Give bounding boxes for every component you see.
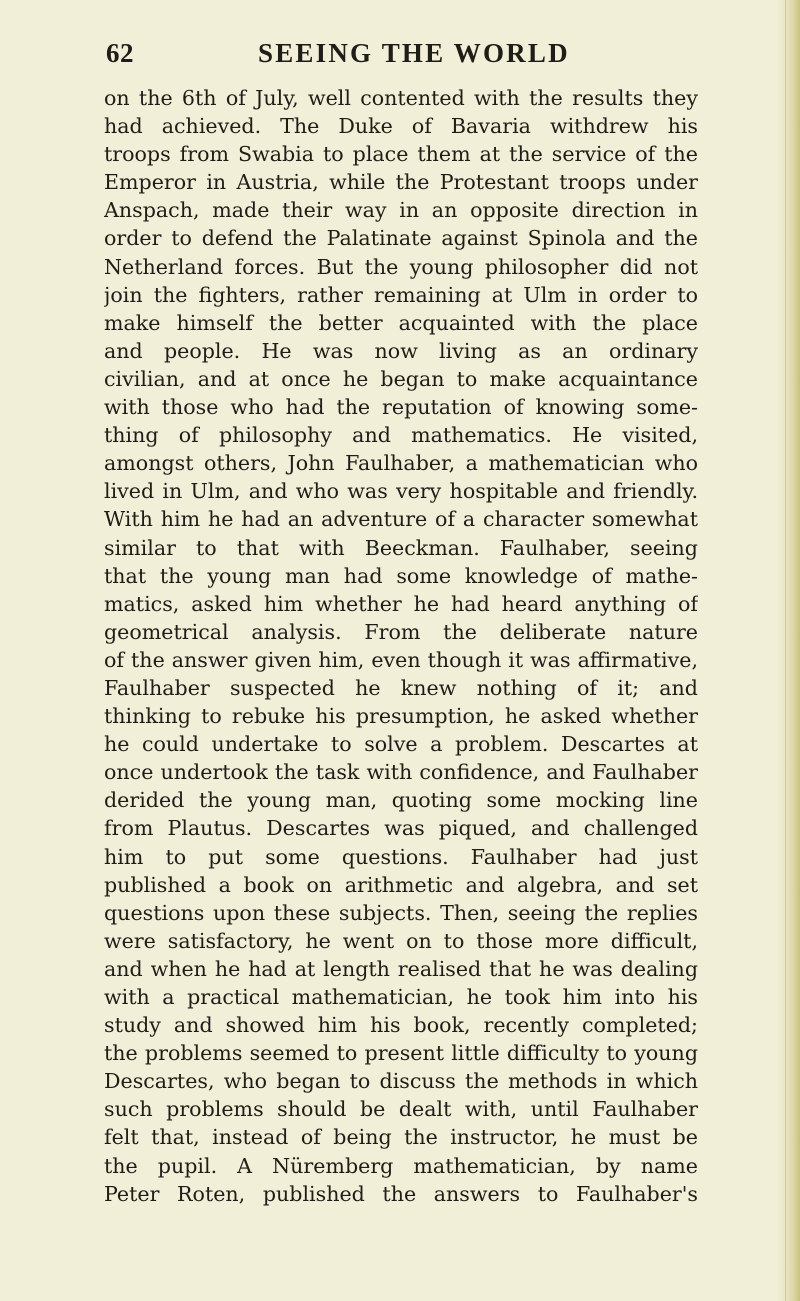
text-line: troops from Swabia to place them at the service of the: [104, 142, 698, 167]
text-line: thinking to rebuke his presumption, he asked whether: [104, 704, 698, 729]
text-line: study and showed him his book, recently completed;: [104, 1013, 698, 1038]
running-title: SEEING THE WORLD: [258, 38, 570, 68]
text-line: geometrical analysis. From the deliberate nature: [104, 619, 698, 644]
page-edge-line: [785, 0, 786, 1301]
body-text: [104, 84, 698, 1208]
text-line: Descartes, who began to discuss the methods in which: [104, 1069, 698, 1094]
text-line: on the 6th of July, well contented with the results they: [104, 86, 698, 110]
text-line: Netherland forces. But the young philosopher did not: [104, 254, 698, 279]
text-line: make himself the better acquainted with the place: [104, 310, 698, 335]
text-line: derided the young man, quoting some mocking line: [104, 788, 698, 813]
text-line: lived in Ulm, and who was very hospitable and friendly.: [104, 479, 698, 504]
text-line: Faulhaber suspected he knew nothing of it; and: [104, 675, 698, 700]
text-line: he could undertake to solve a problem. Descartes at: [104, 732, 698, 757]
running-head: [106, 38, 696, 74]
text-line: once undertook the task with confidence, and Faulhaber: [104, 760, 698, 785]
page-number: 62: [106, 38, 134, 68]
text-line: Peter Roten, published the answers to Faulhaber's: [104, 1181, 698, 1206]
text-line: order to defend the Palatinate against Spinola and the: [104, 226, 698, 251]
text-line: that the young man had some knowledge of mathe-: [104, 563, 698, 588]
text-line: the problems seemed to present little difficulty to young: [104, 1041, 698, 1066]
page-edge: [778, 0, 800, 1301]
text-line: had achieved. The Duke of Bavaria withdrew his: [104, 114, 698, 139]
text-line: the pupil. A Nüremberg mathematician, by name: [104, 1153, 698, 1178]
text-line: him to put some questions. Faulhaber had just: [104, 844, 698, 869]
text-line: felt that, instead of being the instructor, he must be: [104, 1125, 698, 1150]
text-line: with a practical mathematician, he took him into his: [104, 985, 698, 1009]
text-line: civilian, and at once he began to make acquaintance: [104, 366, 698, 391]
text-line: amongst others, John Faulhaber, a mathematician who: [104, 451, 698, 476]
text-line: from Plautus. Descartes was piqued, and challenged: [104, 816, 698, 841]
text-line: and when he had at length realised that he was dealing: [104, 956, 698, 981]
text-line: thing of philosophy and mathematics. He visited,: [104, 423, 698, 448]
text-line: questions upon these subjects. Then, seeing the replies: [104, 900, 698, 925]
text-line: of the answer given him, even though it was affirmative,: [104, 647, 698, 672]
text-line: Emperor in Austria, while the Protestant troops under: [104, 170, 698, 195]
text-line: published a book on arithmetic and algebra, and set: [104, 872, 698, 897]
text-line: such problems should be dealt with, until Faulhaber: [104, 1097, 698, 1122]
text-line: matics, asked him whether he had heard anything of: [104, 591, 698, 616]
text-line: with those who had the reputation of knowing some-: [104, 395, 698, 420]
text-line: Anspach, made their way in an opposite direction in: [104, 198, 698, 223]
text-line: similar to that with Beeckman. Faulhaber, seeing: [104, 535, 698, 560]
text-line: With him he had an adventure of a character somewhat: [104, 507, 698, 532]
text-line: join the fighters, rather remaining at Ulm in order to: [104, 282, 698, 307]
text-line: were satisfactory, he went on to those more difficult,: [104, 928, 698, 953]
text-line: and people. He was now living as an ordinary: [104, 338, 698, 363]
